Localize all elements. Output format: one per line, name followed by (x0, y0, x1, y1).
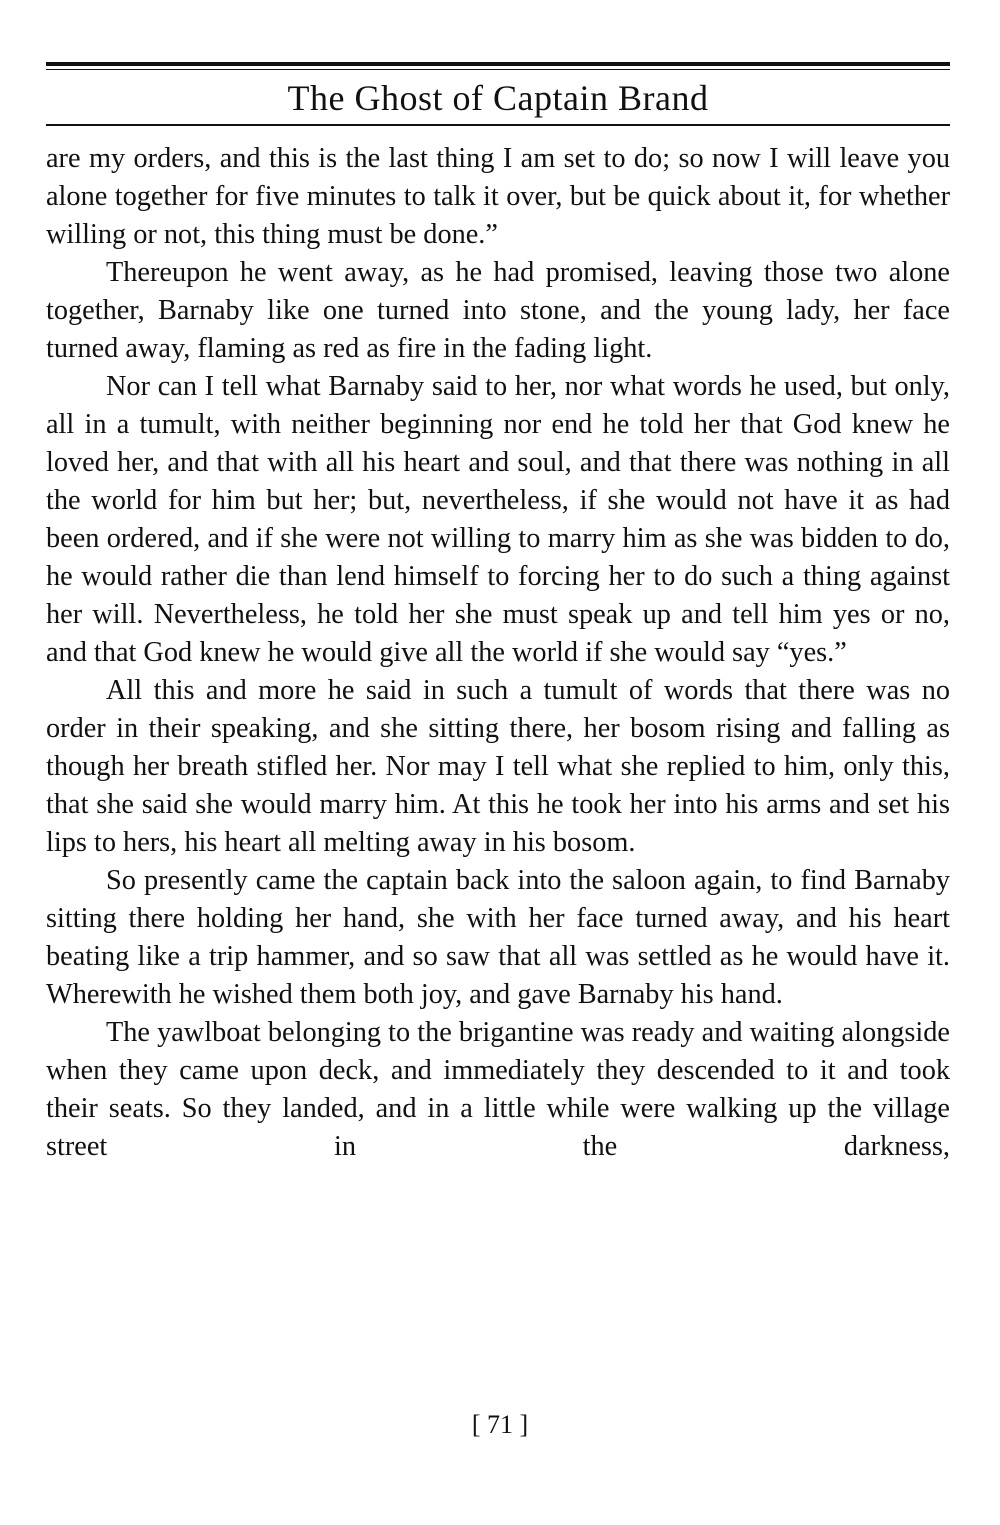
header-rule-thin (46, 69, 950, 70)
paragraph: Nor can I tell what Barnaby said to her, nor what words he used, but only, all in a tumult, with neither beginning nor end he told her that God knew he loved her, and that with all his heart and soul, and that there was nothing in all the world for him but her; but, nevertheless, if she would not have it as had been ordered, and if she were not willing to marry him as she was bidden to do, he would rather die than lend himself to forcing her to do such a thing against her will. Nevertheless, he told her she must speak up and tell him yes or no, and that God knew he would give all the world if she would say “yes.” (46, 371, 950, 668)
paragraph: are my orders, and this is the last thing I am set to do; so now I will leave you alone together for five minutes to talk it over, but be quick about it, for whether willing or not, this thing must be done.” (46, 143, 950, 250)
header-rule-thick (46, 62, 950, 66)
header-rule-bottom (46, 124, 950, 126)
paragraph: So presently came the captain back into the saloon again, to find Barnaby sitting there holding her hand, she with her face turned away, and his heart beating like a trip hammer, and so saw that all was settled as he would have it. Wherewith he wished them both joy, and gave Barnaby his hand. (46, 865, 950, 1010)
body-text (46, 140, 950, 1166)
page-number: [ 71 ] (471, 1410, 529, 1439)
book-page (46, 62, 950, 1166)
paragraph: The yawlboat belonging to the brigantine was ready and waiting alongside when they came upon deck, and immediately they descended to it and took their seats. So they landed, and in a little while were walking up the village street in the darkness, (46, 1017, 950, 1162)
running-title: The Ghost of Captain Brand (287, 78, 709, 118)
paragraph: Thereupon he went away, as he had promised, leaving those two alone together, Barnaby like one turned into stone, and the young lady, her face turned away, flaming as red as fire in the fading light. (46, 257, 950, 364)
paragraph: All this and more he said in such a tumult of words that there was no order in their speaking, and she sitting there, her bosom rising and falling as though her breath stifled her. Nor may I tell what she replied to him, only this, that she said she would marry him. At this he took her into his arms and set his lips to hers, his heart all melting away in his bosom. (46, 675, 950, 858)
